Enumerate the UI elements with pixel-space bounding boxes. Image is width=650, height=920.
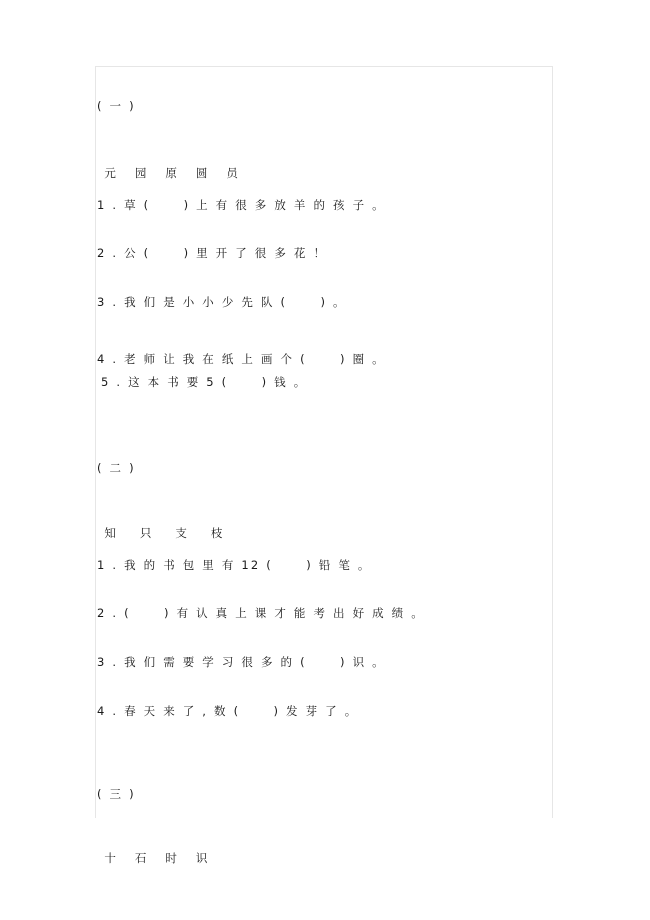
- section-1-choices: [97, 149, 257, 181]
- section-2-item-4: 4 . 春 天 来 了 , 数 ( ) 发 芽 了 。: [97, 704, 359, 718]
- section-1-item-5: 5 . 这 本 书 要 5 ( ) 钱 。: [101, 375, 308, 389]
- section-2-item-2: 2 . ( ) 有 认 真 上 课 才 能 考 出 好 成 绩 。: [97, 606, 425, 620]
- section-2-heading: ( 二 ): [97, 461, 136, 475]
- choice-word: 十: [104, 851, 116, 865]
- choice-word: 元: [104, 166, 116, 180]
- section-3-choices: [97, 834, 226, 866]
- section-1-item-4: 4 . 老 师 让 我 在 纸 上 画 个 ( ) 圈 。: [97, 352, 386, 366]
- section-2-item-3: 3 . 我 们 需 要 学 习 很 多 的 ( ) 识 。: [97, 655, 386, 669]
- choice-word: 园: [134, 166, 147, 180]
- choice-word: 员: [226, 166, 238, 180]
- choice-word: 识: [195, 851, 208, 865]
- choice-word: 支: [175, 526, 187, 540]
- section-1-heading: ( 一 ): [97, 99, 136, 113]
- choice-word: 知: [104, 526, 116, 540]
- choice-word: 时: [165, 851, 177, 865]
- choice-word: 原: [165, 166, 177, 180]
- choice-word: 石: [134, 851, 147, 865]
- choice-word: 圆: [195, 166, 208, 180]
- section-1-item-1: 1 . 草 ( ) 上 有 很 多 放 羊 的 孩 子 。: [97, 198, 386, 212]
- section-1-item-3: 3 . 我 们 是 小 小 少 先 队 ( ) 。: [97, 295, 347, 309]
- choice-word: 枝: [210, 526, 223, 540]
- section-1-item-2: 2 . 公 ( ) 里 开 了 很 多 花 ！: [97, 246, 328, 260]
- section-2-item-1: 1 . 我 的 书 包 里 有 12 ( ) 铅 笔 。: [97, 558, 372, 572]
- section-3-heading: ( 三 ): [97, 787, 136, 801]
- choice-word: 只: [139, 526, 152, 540]
- section-2-choices: [97, 509, 246, 541]
